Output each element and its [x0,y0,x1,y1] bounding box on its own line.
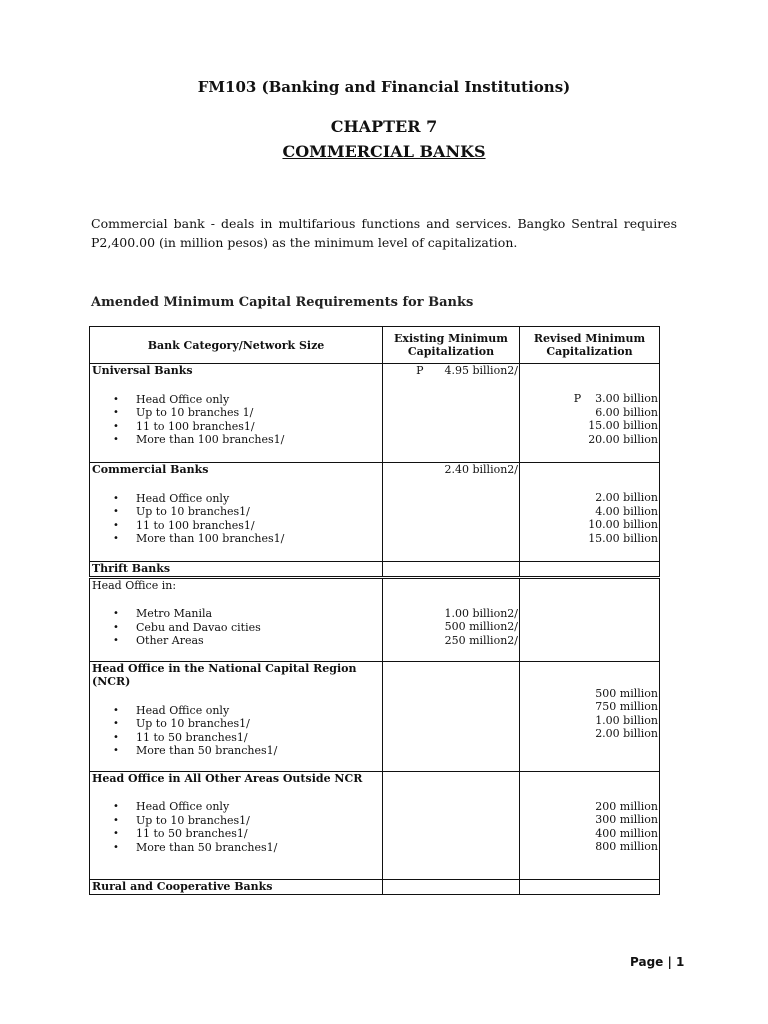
thrift-label: Thrift Banks [90,562,383,578]
empty-cell [383,879,520,894]
outside-ncr-revised-cell [520,771,660,879]
course-title: FM103 (Banking and Financial Institutions) [197,78,571,96]
commercial-category-cell [90,463,383,562]
list-item: • Head Office only [90,704,382,718]
revised-value: 400 million [595,826,658,840]
universal-label: Universal Banks [92,364,193,377]
list-item: • Head Office only [90,492,382,506]
thrift-existing-cell [383,577,520,661]
table-row-ncr [90,661,660,771]
head-office-label: Head Office in: [92,578,177,592]
outside-ncr-category-cell [90,771,383,879]
thrift-category-cell [90,577,383,661]
list-item: • Metro Manila [90,607,382,621]
revised-value: 2.00 billion [595,727,658,740]
page-number: Page | 1 [630,955,685,969]
rural-label: Rural and Cooperative Banks [90,879,383,894]
revised-value: 6.00 billion [595,405,658,419]
table-row-commercial [90,463,660,562]
chapter-number: CHAPTER 7 [330,117,438,136]
column-header-existing: Existing Minimum Capitalization [383,327,520,364]
list-item: • Up to 10 branches1/ [90,505,382,519]
table-row-thrift-head-office [90,577,660,661]
column-header-revised: Revised Minimum Capitalization [520,327,660,364]
ncr-label: Head Office in the National Capital Region (NCR) [92,661,357,688]
existing-value: 500 million2/ [444,620,518,633]
list-item: • 11 to 100 branches1/ [90,420,382,434]
list-item: • 11 to 50 branches1/ [90,827,382,841]
ncr-revised-cell [520,661,660,771]
table-heading: Amended Minimum Capital Requirements for Banks [91,295,474,310]
revised-value: 10.00 billion [588,518,658,531]
list-item: • Up to 10 branches 1/ [90,406,382,420]
universal-existing-value: P 4.95 billion2/ [416,364,518,377]
list-item: • More than 100 branches1/ [90,433,382,447]
revised-value: 15.00 billion [588,531,658,545]
empty-cell [520,562,660,578]
chapter-title [0,142,768,161]
list-item: • 11 to 100 branches1/ [90,519,382,533]
table-row-rural [90,879,660,894]
list-item: • Up to 10 branches1/ [90,717,382,731]
ncr-category-cell [90,661,383,771]
table-row-thrift [90,562,660,578]
revised-value: 500 million [595,686,658,700]
universal-revised-cell [520,364,660,463]
list-item: • Up to 10 branches1/ [90,814,382,828]
revised-value: 20.00 billion [588,432,658,446]
empty-cell [383,661,520,771]
list-item: • Head Office only [90,393,382,407]
revised-value: 4.00 billion [595,504,658,518]
empty-cell [520,577,660,661]
revised-value: 15.00 billion [588,419,658,432]
existing-value: 250 million2/ [444,633,518,647]
chapter-title-text: COMMERCIAL BANKS [282,142,486,161]
table-header-row [90,327,660,364]
universal-existing-cell [383,364,520,463]
empty-cell [520,879,660,894]
list-item: • Head Office only [90,800,382,814]
empty-cell [383,771,520,879]
revised-value: 300 million [595,813,658,826]
table-row-universal [90,364,660,463]
list-item: • Cebu and Davao cities [90,621,382,635]
capital-requirements-table [89,326,660,895]
revised-value: 1.00 billion [595,713,658,727]
revised-value: 800 million [595,840,658,853]
table-row-outside-ncr [90,771,660,879]
commercial-revised-cell [520,463,660,562]
column-header-category: Bank Category/Network Size [90,327,383,364]
revised-value: P 3.00 billion [573,392,658,405]
empty-cell [383,562,520,578]
revised-value: 200 million [595,799,658,813]
commercial-existing-value: 2.40 billion2/ [444,463,518,476]
intro-paragraph: Commercial bank - deals in multifarious functions and services. Bangko Sentral requires P2,400.00 (in million pesos) as the minimum level of capitalization. [91,216,677,250]
list-item: • Other Areas [90,634,382,648]
list-item: • More than 100 branches1/ [90,532,382,546]
commercial-label: Commercial Banks [92,463,209,476]
universal-category-cell [90,364,383,463]
list-item: • More than 50 branches1/ [90,841,382,855]
revised-value: 2.00 billion [595,491,658,504]
list-item: • 11 to 50 branches1/ [90,731,382,745]
commercial-existing-cell [383,463,520,562]
outside-ncr-label: Head Office in All Other Areas Outside NCR [92,771,363,785]
revised-value: 750 million [595,700,658,713]
list-item: • More than 50 branches1/ [90,744,382,758]
existing-value: 1.00 billion2/ [444,606,518,620]
